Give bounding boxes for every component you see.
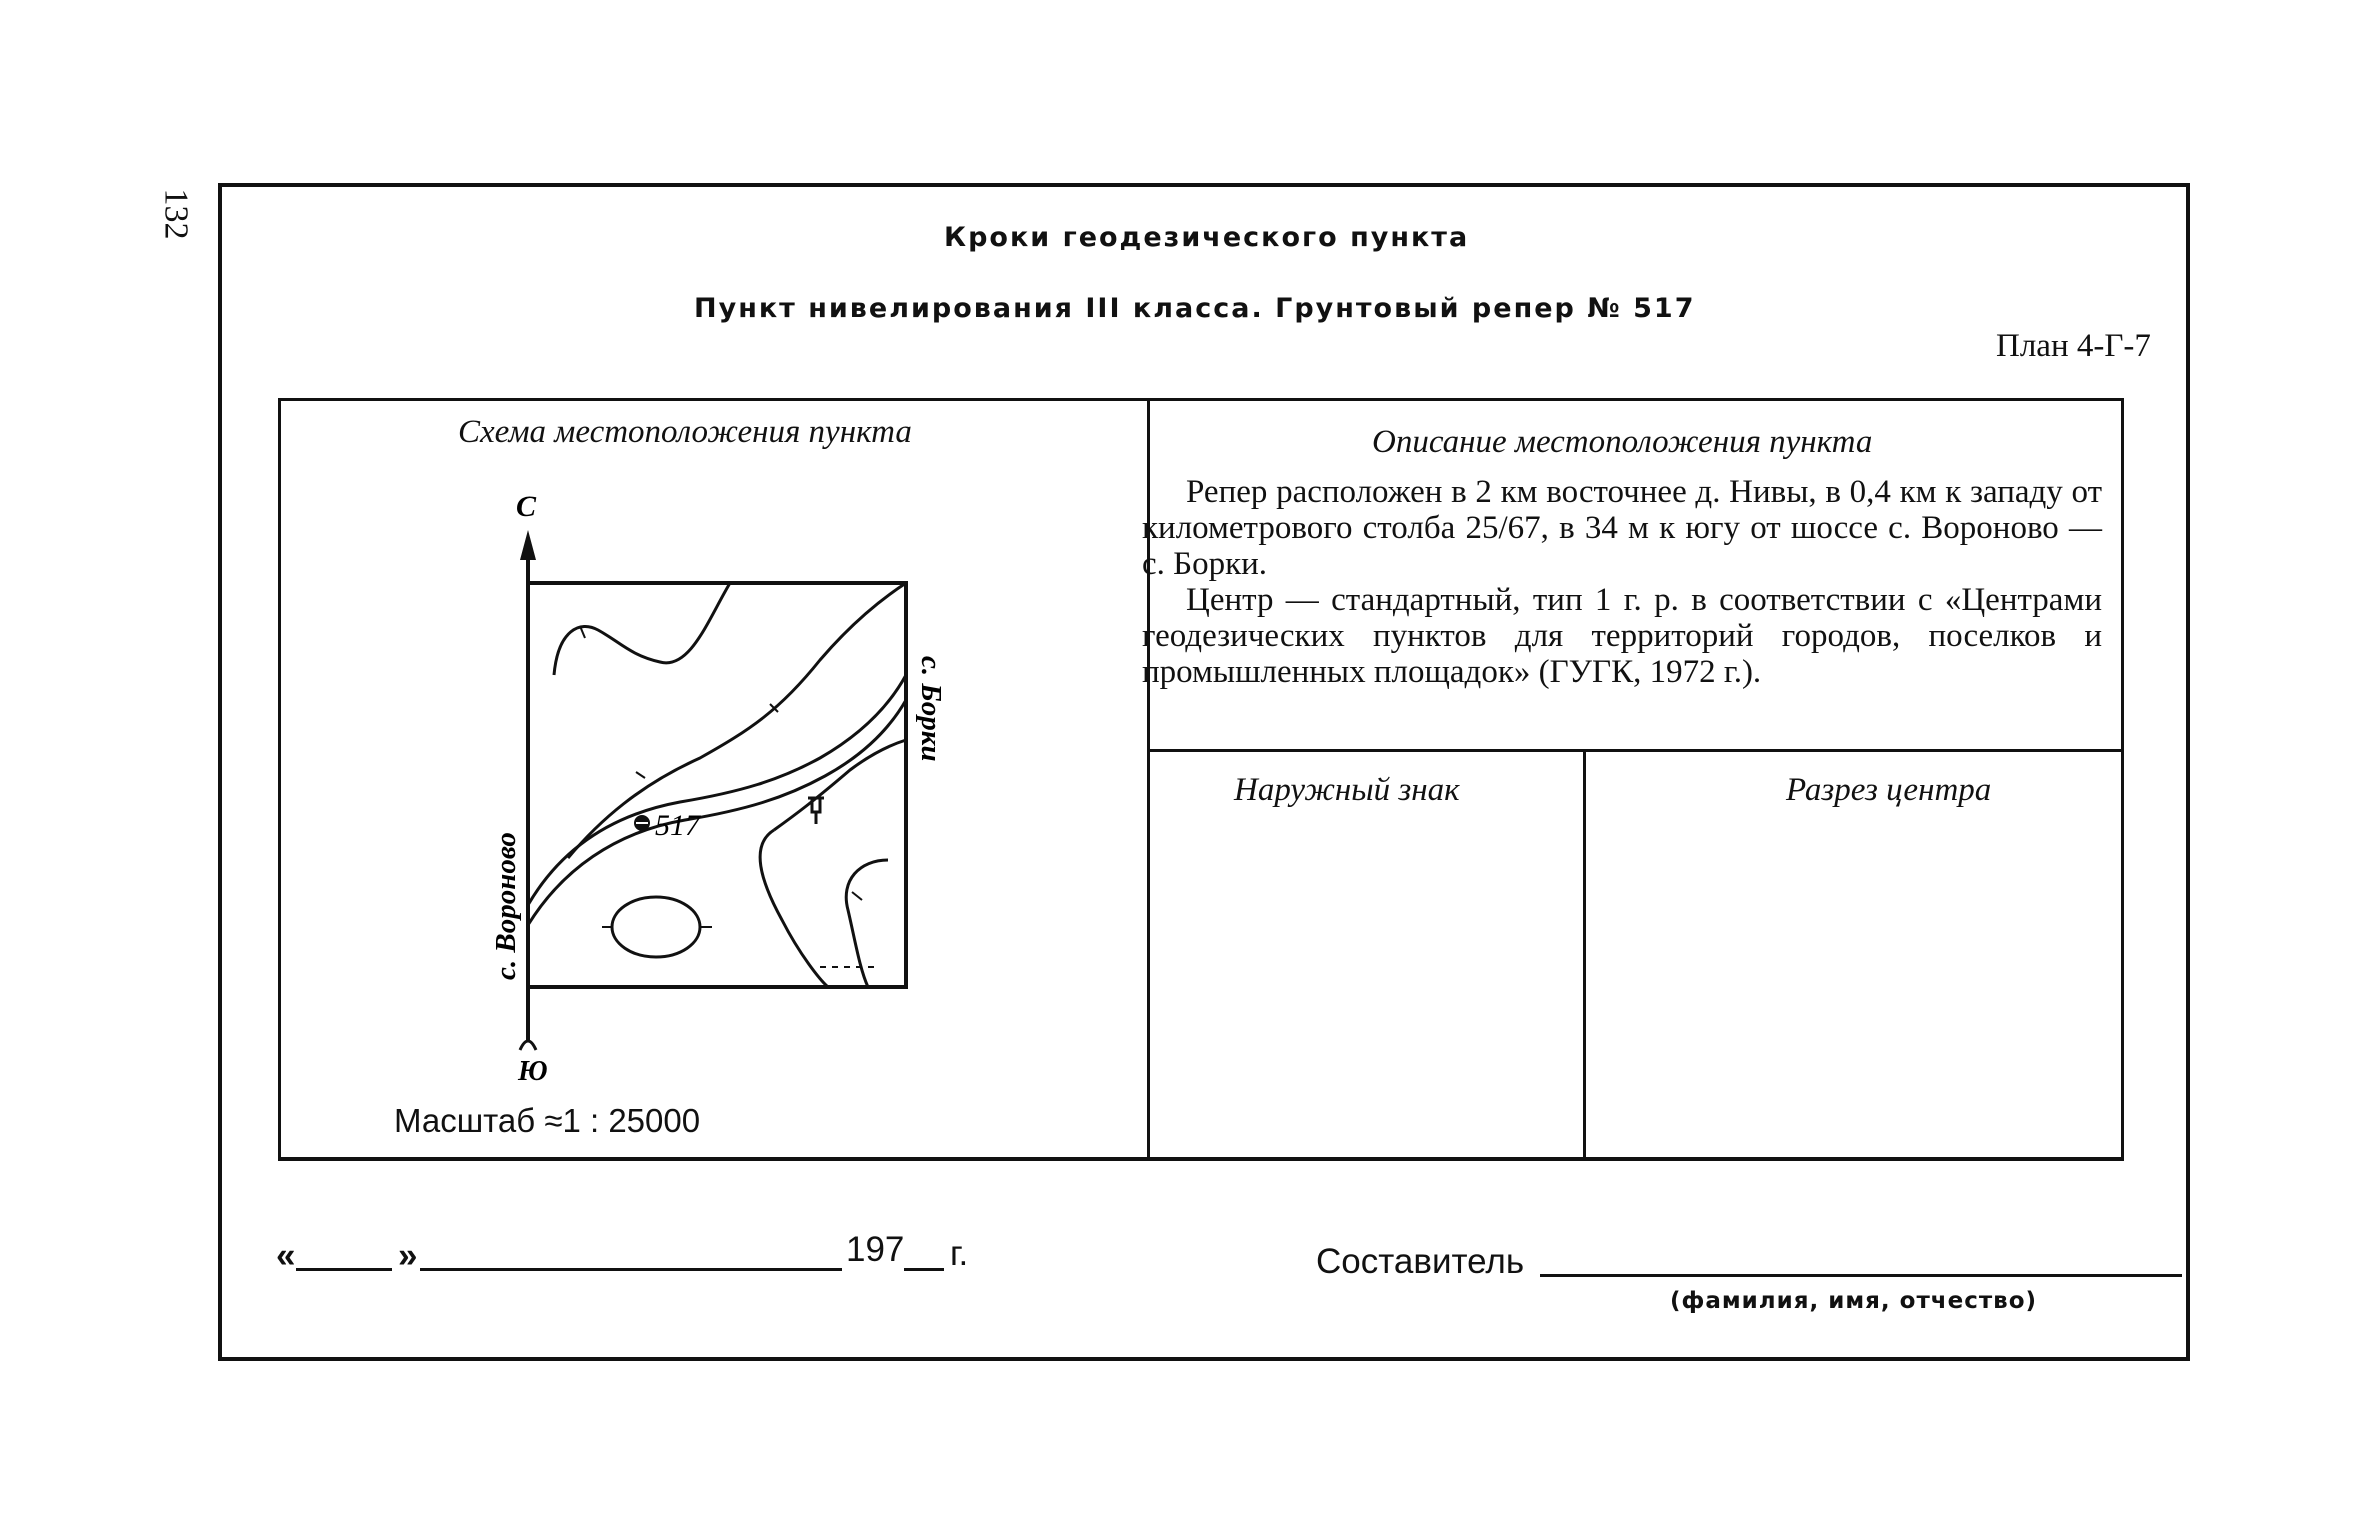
center-section-heading: Разрез центра: [1786, 772, 1992, 808]
table-divider-lower: [1583, 749, 1586, 1157]
year-prefix: 197: [846, 1230, 905, 1269]
page-number: 132: [157, 188, 195, 240]
compiler-note: (фамилия, имя, отчество): [1670, 1288, 2038, 1314]
description-paragraph-1: Репер расположен в 2 км восточнее д. Нивы, в 0,4 км к западу от километрового столба 25/67, в 34 м к югу от шоссе с. Вороново — с. Борки.: [1142, 474, 2102, 582]
description-paragraph-2: Центр — стандартный, тип 1 г. р. в соответствии с «Центрами геодезических пунктов для территорий городов, поселков и промышленных площадок» (ГУГК, 1972 г.).: [1142, 582, 2102, 690]
description-text: [1142, 474, 2102, 690]
compiler-label: Составитель: [1316, 1242, 1525, 1281]
left-road-label: с. Вороново: [490, 832, 522, 980]
benchmark-label: 517: [655, 809, 700, 842]
north-arrow-icon: [520, 530, 536, 560]
description-heading: Описание местоположения пункта: [1372, 424, 1873, 460]
lake-icon: [612, 897, 700, 957]
date-month-line: [420, 1268, 842, 1271]
contour-line-lower-2: [846, 860, 888, 987]
south-label: Ю: [518, 1056, 548, 1087]
road-line-inner: [528, 700, 906, 925]
date-close-quote: »: [398, 1236, 418, 1275]
contour-line-diagonal: [568, 583, 906, 858]
map-frame: [528, 583, 906, 987]
road-line-outer: [528, 675, 906, 905]
schema-heading: Схема местоположения пункта: [458, 414, 912, 450]
date-day-line: [296, 1268, 392, 1271]
outer-sign-heading: Наружный знак: [1234, 772, 1460, 808]
date-open-quote: «: [276, 1236, 296, 1275]
document-subtitle: Пункт нивелирования III класса. Грунтовый репер № 517: [694, 293, 1696, 324]
north-label: С: [516, 490, 537, 523]
location-sketch-map: [440, 480, 960, 1100]
plan-code: План 4-Г-7: [1996, 328, 2151, 364]
south-marker-icon: [520, 1041, 536, 1050]
map-scale: Масштаб ≈1 : 25000: [394, 1102, 701, 1139]
document-title: Кроки геодезического пункта: [944, 222, 1470, 253]
year-suffix-line: [904, 1268, 944, 1271]
year-suffix: г.: [950, 1234, 969, 1273]
table-divider-horizontal: [1147, 749, 2121, 752]
right-road-label: с. Борки: [915, 656, 947, 762]
contour-line-lower-1: [760, 830, 828, 987]
compiler-signature-line: [1540, 1274, 2182, 1277]
